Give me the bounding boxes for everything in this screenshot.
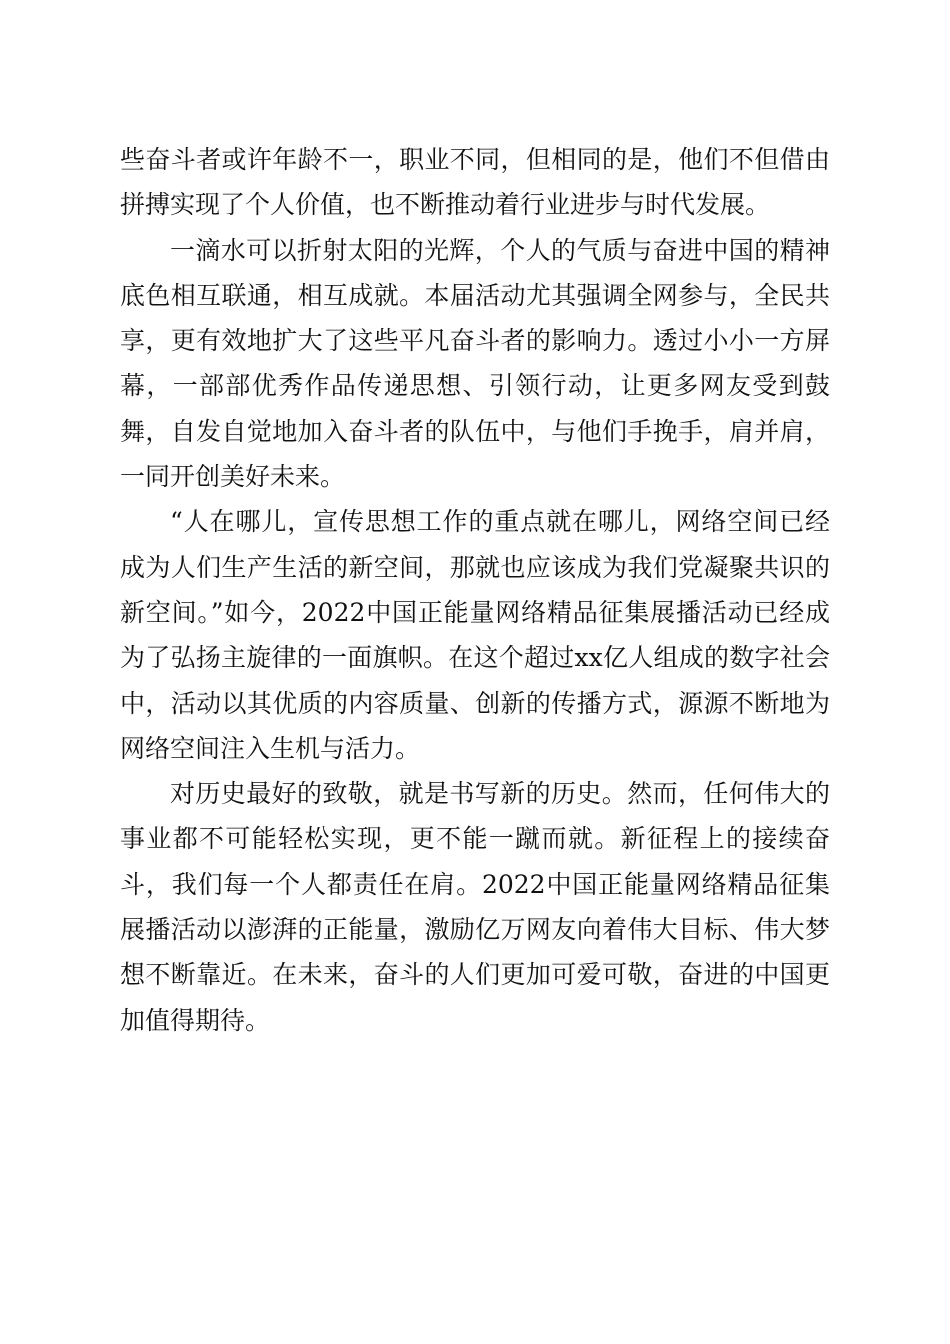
paragraph-continued: 些奋斗者或许年龄不一，职业不同，但相同的是，他们不但借由拼搏实现了个人价值，也不断推动着行业进步与时代发展。 (120, 145, 830, 220)
paragraph-history: 对历史最好的致敬，就是书写新的历史。然而，任何伟大的事业都不可能轻松实现，更不能一蹴而就。新征程上的接续奋斗，我们每一个人都责任在肩。2022中国正能量网络精品征集展播活动以澎湃的正能量，激励亿万网友向着伟大目标、伟大梦想不断靠近。在未来，奋斗的人们更加可爱可敬，奋进的中国更加值得期待。 (120, 779, 830, 1035)
paragraph-water-drop: 一滴水可以折射太阳的光辉，个人的气质与奋进中国的精神底色相互联通，相互成就。本届活动尤其强调全网参与，全民共享，更有效地扩大了这些平凡奋斗者的影响力。透过小小一方屏幕，一部部优秀作品传递思想、引领行动，让更多网友受到鼓舞，自发自觉地加入奋斗者的队伍中，与他们手挽手，肩并肩，一同开创美好未来。 (120, 235, 830, 492)
document-body (120, 137, 830, 1043)
paragraph-quote: “人在哪儿，宣传思想工作的重点就在哪儿，网络空间已经成为人们生产生活的新空间，那就也应该成为我们党凝聚共识的新空间。”如今，2022中国正能量网络精品征集展播活动已经成为了弘扬主旋律的一面旗帜。在这个超过xx亿人组成的数字社会中，活动以其优质的内容质量、创新的传播方式，源源不断地为网络空间注入生机与活力。 (120, 507, 830, 763)
